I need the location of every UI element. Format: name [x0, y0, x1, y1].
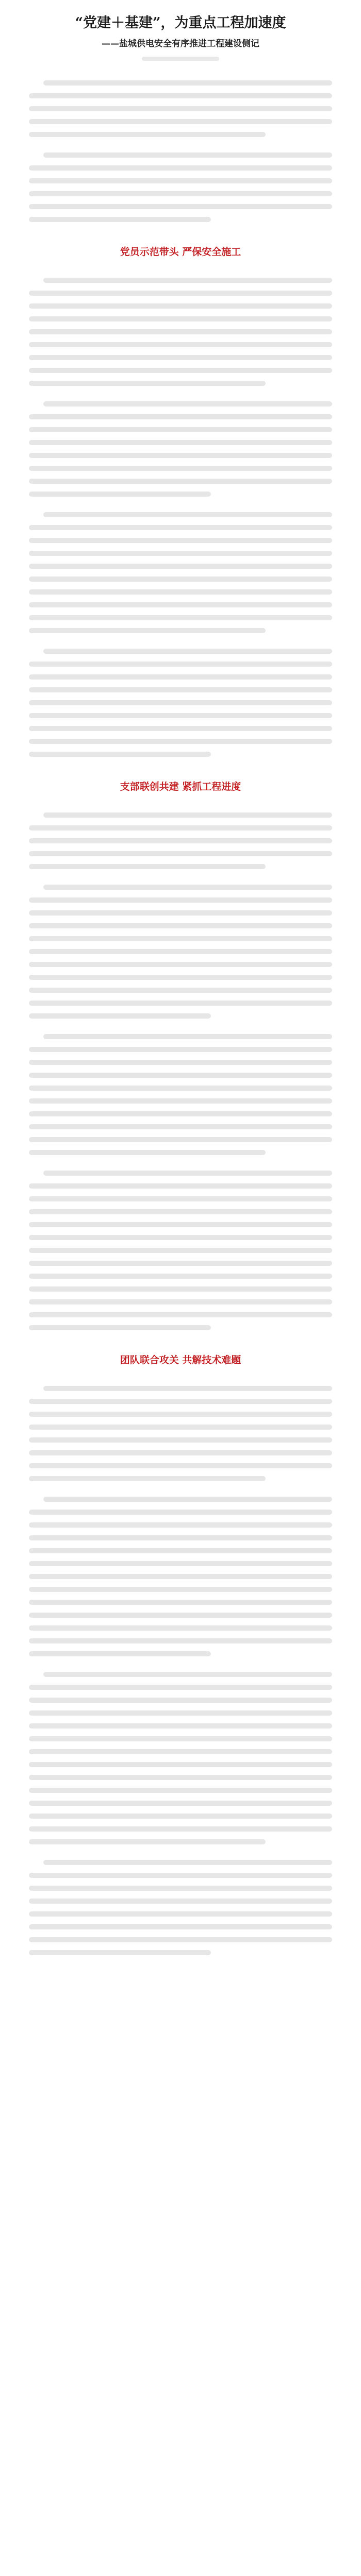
section-paragraph	[29, 649, 332, 757]
section-heading: 党员示范带头 严保安全施工	[120, 246, 241, 258]
section-paragraph	[29, 512, 332, 633]
article-subtitle: ——盐城供电安全有序推进工程建设侧记	[102, 39, 259, 49]
section-paragraph	[29, 278, 332, 386]
section-paragraph	[29, 1171, 332, 1330]
intro-paragraph	[29, 152, 332, 222]
section-paragraph	[29, 885, 332, 1019]
intro-paragraph	[29, 80, 332, 137]
meta-placeholder	[142, 57, 219, 61]
article-title: “党建＋基建”，为重点工程加速度	[75, 15, 286, 31]
section-paragraph	[29, 401, 332, 497]
section-heading: 团队联合攻关 共解技术难题	[120, 1354, 241, 1366]
section-paragraph	[29, 1386, 332, 1481]
section-heading: 支部联创共建 紧抓工程进度	[120, 781, 241, 792]
article-meta	[29, 57, 332, 67]
section-paragraph	[29, 1672, 332, 1844]
section-paragraph	[29, 1497, 332, 1656]
section-paragraph	[29, 1034, 332, 1155]
section-paragraph	[29, 1860, 332, 1955]
section-paragraph	[29, 812, 332, 869]
